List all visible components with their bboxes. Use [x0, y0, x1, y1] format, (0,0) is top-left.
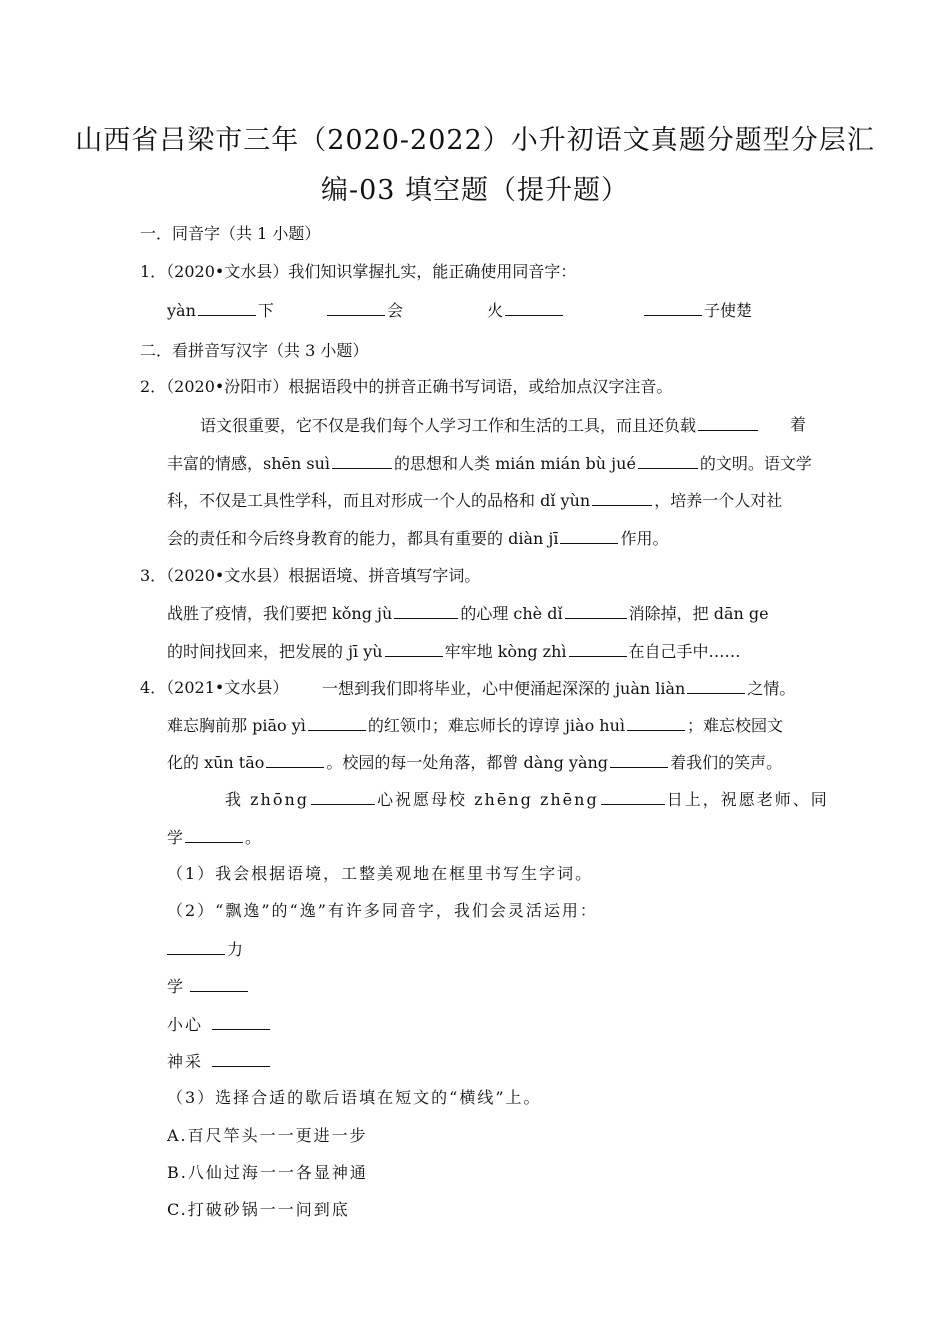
section-heading-2: 二．看拼音写汉字（共 3 小题） [140, 341, 369, 360]
q4-text: 化的 xūn tāo [167, 753, 265, 772]
q4-word-1 [165, 938, 243, 961]
q4-line-2 [167, 714, 783, 737]
q4-text: 我 zhōng [225, 790, 310, 809]
q2-text: ，培养一个人对社 [654, 491, 783, 510]
q2-text: 的思想和人类 mián mián bù jué [394, 454, 636, 473]
answer-blank[interactable] [565, 602, 627, 619]
q3-text: 的时间找回来，把发展的 jī yù [167, 642, 383, 661]
q1-text-e: 子使楚 [704, 301, 753, 320]
q2-text: 科，不仅是工具性学科，而且对形成一个人的品格和 dǐ yùn [167, 491, 591, 510]
q4-text: 学 [167, 977, 184, 996]
q2-line-2 [167, 452, 812, 475]
doc-title-line2: 编-03 填空题（提升题） [320, 175, 630, 206]
doc-title-line1: 山西省吕梁市三年（2020-2022）小升初语文真题分题型分层汇 [75, 125, 875, 156]
q3-stem: 3．（2020•文水县）根据语境、拼音填写字词。 [140, 566, 481, 585]
q4-text: 心祝愿母校 zhēng zhēng [377, 790, 599, 809]
q2-text: 会的责任和今后终身教育的能力，都具有重要的 diàn jī [167, 529, 559, 548]
answer-blank[interactable] [569, 640, 627, 657]
answer-blank[interactable] [332, 452, 392, 469]
q4-text: 日上，祝愿老师、同 [666, 790, 829, 809]
q1-text-b: 下 [257, 301, 274, 320]
answer-blank[interactable] [394, 602, 458, 619]
q3-text: 牢牢地 kòng zhì [444, 642, 567, 661]
answer-blank[interactable] [167, 938, 225, 955]
q4-sub-1: （1）我会根据语境，工整美观地在框里书写生字词。 [167, 864, 594, 883]
answer-blank[interactable] [638, 452, 698, 469]
q3-text: 的心理 chè dǐ [460, 604, 563, 623]
answer-blank[interactable] [266, 751, 324, 768]
q1-pinyin: yàn [167, 301, 196, 320]
q1-text-c: 会 [387, 301, 404, 320]
q1-item-3 [487, 299, 565, 322]
q4-sub-2: （2）“飘逸”的“逸”有许多同音字，我们会灵活运用： [167, 901, 598, 920]
q2-line-1 [200, 414, 760, 437]
answer-blank[interactable] [687, 677, 745, 694]
q1-text-d: 火 [487, 301, 504, 320]
answer-blank[interactable] [385, 640, 443, 657]
answer-blank[interactable] [198, 299, 256, 316]
q4-stem: 4．（2021•文水县） [140, 678, 289, 697]
q4-text: 小心 [167, 1015, 204, 1034]
section-heading-1: 一．同音字（共 1 小题） [140, 224, 321, 243]
q4-text: 着我们的笑声。 [670, 753, 783, 772]
q4-text: 一想到我们即将毕业，心中便涌起深深的 juàn liàn [322, 679, 686, 698]
q3-text: 在自己手中…… [628, 642, 741, 661]
q4-text: 。校园的每一处角落，都曾 dàng yàng [326, 753, 609, 772]
q3-line-2 [167, 640, 741, 663]
q2-text: 丰富的情感，shēn suì [167, 454, 331, 473]
q4-sub-3: （3）选择合适的歇后语填在短文的“横线”上。 [167, 1088, 542, 1107]
q1-item-1 [167, 299, 274, 322]
q4-text: ；难忘校园文 [687, 716, 784, 735]
option-c: C.打破砂锅一一问到底 [167, 1200, 350, 1219]
q2-line-1-end: 着 [790, 415, 807, 434]
q4-word-2 [167, 975, 250, 998]
q2-line-3 [167, 489, 782, 512]
q4-line-4 [225, 788, 829, 811]
q2-line-4 [167, 527, 668, 550]
answer-blank[interactable] [212, 1013, 270, 1030]
q4-line-1 [322, 677, 795, 700]
q3-line-1 [167, 602, 769, 625]
q4-text: 。 [245, 828, 262, 847]
answer-blank[interactable] [190, 975, 248, 992]
q4-line-3 [167, 751, 782, 774]
q4-word-4 [167, 1050, 272, 1073]
q2-text: 作用。 [620, 529, 669, 548]
q4-word-3 [167, 1013, 272, 1036]
answer-blank[interactable] [601, 788, 665, 805]
q2-stem: 2．（2020•汾阳市）根据语段中的拼音正确书写词语，或给加点汉字注音。 [140, 377, 673, 396]
option-a: A.百尺竿头一一更进一步 [167, 1126, 368, 1145]
answer-blank[interactable] [698, 414, 758, 431]
answer-blank[interactable] [592, 489, 652, 506]
q4-text: 的红领巾；难忘师长的谆谆 jiào huì [367, 716, 626, 735]
option-b: B.八仙过海一一各显神通 [167, 1163, 368, 1182]
q4-text: 之情。 [747, 679, 796, 698]
q4-text: 难忘胸前那 piāo yì [167, 716, 306, 735]
q4-text: 力 [227, 940, 244, 959]
answer-blank[interactable] [308, 714, 366, 731]
answer-blank[interactable] [311, 788, 375, 805]
q4-line-5 [167, 826, 261, 849]
answer-blank[interactable] [212, 1050, 270, 1067]
q2-text: 的文明。语文学 [699, 454, 812, 473]
q4-text: 神采 [167, 1052, 204, 1071]
q3-text: 消除掉，把 dān ge [628, 604, 769, 623]
q1-item-2 [325, 299, 403, 322]
answer-blank[interactable] [610, 751, 668, 768]
answer-blank[interactable] [560, 527, 618, 544]
q3-text: 战胜了疫情，我们要把 kǒng jù [167, 604, 393, 623]
answer-blank[interactable] [185, 826, 243, 843]
q4-text: 学 [167, 828, 184, 847]
q1-stem: 1．（2020•文水县）我们知识掌握扎实，能正确使用同音字： [140, 262, 577, 281]
q2-text: 语文很重要，它不仅是我们每个人学习工作和生活的工具，而且还负载 [200, 416, 697, 435]
answer-blank[interactable] [644, 299, 702, 316]
q1-item-4 [642, 299, 752, 322]
answer-blank[interactable] [327, 299, 385, 316]
answer-blank[interactable] [627, 714, 685, 731]
answer-blank[interactable] [505, 299, 563, 316]
